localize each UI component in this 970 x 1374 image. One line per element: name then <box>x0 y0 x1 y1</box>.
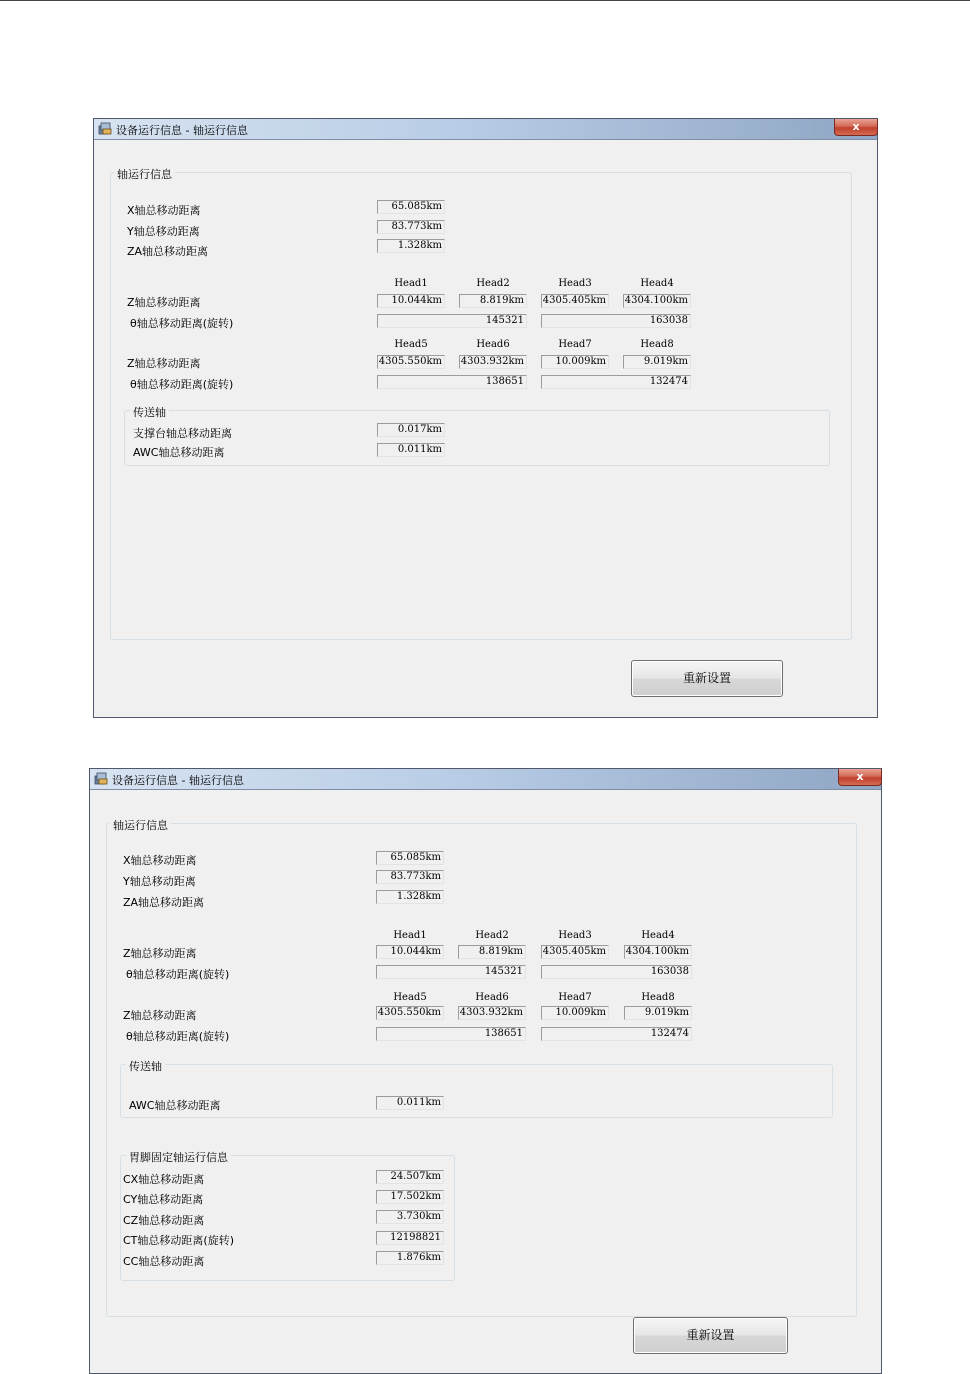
head5-header: Head5 <box>394 339 428 350</box>
title-bar[interactable] <box>90 769 881 790</box>
z-axis-label-b: Z轴总移动距离 <box>123 1009 197 1022</box>
ct-axis-value: 12198821 <box>376 1231 444 1245</box>
z-head7-value: 10.009km <box>541 1006 609 1020</box>
x-axis-value: 65.085km <box>376 851 444 865</box>
axis-info-group-title: 轴运行信息 <box>114 166 175 182</box>
awc-axis-value: 0.011km <box>376 1096 444 1110</box>
za-axis-label: ZA轴总移动距离 <box>127 245 209 258</box>
close-icon: x <box>852 120 860 133</box>
z-head3-value: 4305.405km <box>541 945 609 959</box>
z-axis-label-b: Z轴总移动距离 <box>127 357 201 370</box>
y-axis-value: 83.773km <box>376 870 444 884</box>
head4-header: Head4 <box>641 930 675 941</box>
y-axis-label: Y轴总移动距离 <box>123 875 196 888</box>
support-axis-label: 支撑台轴总移动距离 <box>133 427 232 440</box>
axis-info-window-2 <box>89 768 882 1374</box>
cz-axis-label: CZ轴总移动距离 <box>123 1214 205 1227</box>
head4-header: Head4 <box>640 278 674 289</box>
za-axis-value: 1.328km <box>376 890 444 904</box>
za-axis-label: ZA轴总移动距离 <box>123 896 205 909</box>
axis-info-window-1 <box>93 118 878 718</box>
head7-header: Head7 <box>558 339 592 350</box>
theta-head3-4-value: 163038 <box>541 314 691 328</box>
window-client <box>94 140 877 717</box>
cx-axis-label: CX轴总移动距离 <box>123 1173 205 1186</box>
conveyor-group-title: 传送轴 <box>126 1058 165 1074</box>
head3-header: Head3 <box>558 930 592 941</box>
reset-button[interactable]: 重新设置 <box>631 660 783 697</box>
theta-head5-6-value: 138651 <box>377 375 527 389</box>
axis-info-group <box>110 172 852 640</box>
theta-head7-8-value: 132474 <box>541 375 691 389</box>
x-axis-value: 65.085km <box>377 200 445 214</box>
z-head8-value: 9.019km <box>623 355 691 369</box>
y-axis-value: 83.773km <box>377 220 445 234</box>
z-axis-label-a: Z轴总移动距离 <box>127 296 201 309</box>
theta-head5-6-value: 138651 <box>376 1027 526 1041</box>
y-axis-label: Y轴总移动距离 <box>127 225 200 238</box>
support-axis-value: 0.017km <box>377 423 445 437</box>
head8-header: Head8 <box>640 339 674 350</box>
close-button[interactable] <box>834 119 878 136</box>
z-head5-value: 4305.550km <box>376 1006 444 1020</box>
z-head4-value: 4304.100km <box>624 945 692 959</box>
awc-axis-label: AWC轴总移动距离 <box>129 1099 221 1112</box>
reset-button[interactable]: 重新设置 <box>633 1317 788 1354</box>
conveyor-group-title: 传送轴 <box>130 404 169 420</box>
theta-head1-2-value: 145321 <box>377 314 527 328</box>
theta-axis-label-a: θ轴总移动距离(旋转) <box>130 317 234 330</box>
z-head5-value: 4305.550km <box>377 355 445 369</box>
theta-axis-label-b: θ轴总移动距离(旋转) <box>126 1030 230 1043</box>
z-head7-value: 10.009km <box>541 355 609 369</box>
close-button[interactable] <box>838 769 882 786</box>
head8-header: Head8 <box>641 992 675 1003</box>
fixed-axis-group-title: 胃脚固定轴运行信息 <box>126 1149 231 1165</box>
app-icon <box>98 122 112 135</box>
conveyor-group <box>120 1064 833 1118</box>
awc-axis-value: 0.011km <box>377 443 445 457</box>
close-icon: x <box>856 770 864 783</box>
axis-info-group-title: 轴运行信息 <box>110 817 171 833</box>
za-axis-value: 1.328km <box>377 239 445 253</box>
cx-axis-value: 24.507km <box>376 1170 444 1184</box>
z-head1-value: 10.044km <box>376 945 444 959</box>
x-axis-label: X轴总移动距离 <box>123 854 197 867</box>
head3-header: Head3 <box>558 278 592 289</box>
head6-header: Head6 <box>476 339 510 350</box>
z-axis-label-a: Z轴总移动距离 <box>123 947 197 960</box>
ct-axis-label: CT轴总移动距离(旋转) <box>123 1234 234 1247</box>
head7-header: Head7 <box>558 992 592 1003</box>
title-bar[interactable] <box>94 119 877 140</box>
head2-header: Head2 <box>476 278 510 289</box>
cy-axis-value: 17.502km <box>376 1190 444 1204</box>
window-title: 设备运行信息 - 轴运行信息 <box>116 124 248 137</box>
z-head2-value: 8.819km <box>458 945 526 959</box>
theta-axis-label-b: θ轴总移动距离(旋转) <box>130 378 234 391</box>
z-head2-value: 8.819km <box>459 294 527 308</box>
theta-head7-8-value: 132474 <box>541 1027 692 1041</box>
app-icon <box>94 772 108 785</box>
window-title: 设备运行信息 - 轴运行信息 <box>112 774 244 787</box>
cc-axis-value: 1.876km <box>376 1251 444 1265</box>
z-head4-value: 4304.100km <box>623 294 691 308</box>
window-client <box>90 790 881 1373</box>
awc-axis-label: AWC轴总移动距离 <box>133 446 225 459</box>
head2-header: Head2 <box>475 930 509 941</box>
head1-header: Head1 <box>393 930 427 941</box>
theta-head3-4-value: 163038 <box>541 965 692 979</box>
x-axis-label: X轴总移动距离 <box>127 204 201 217</box>
theta-axis-label-a: θ轴总移动距离(旋转) <box>126 968 230 981</box>
z-head6-value: 4303.932km <box>458 1006 526 1020</box>
theta-head1-2-value: 145321 <box>376 965 526 979</box>
z-head8-value: 9.019km <box>624 1006 692 1020</box>
z-head1-value: 10.044km <box>377 294 445 308</box>
cc-axis-label: CC轴总移动距离 <box>123 1255 205 1268</box>
head1-header: Head1 <box>394 278 428 289</box>
z-head6-value: 4303.932km <box>459 355 527 369</box>
z-head3-value: 4305.405km <box>541 294 609 308</box>
page-top-rule <box>0 0 970 1</box>
cz-axis-value: 3.730km <box>376 1210 444 1224</box>
head6-header: Head6 <box>475 992 509 1003</box>
cy-axis-label: CY轴总移动距离 <box>123 1193 204 1206</box>
head5-header: Head5 <box>393 992 427 1003</box>
